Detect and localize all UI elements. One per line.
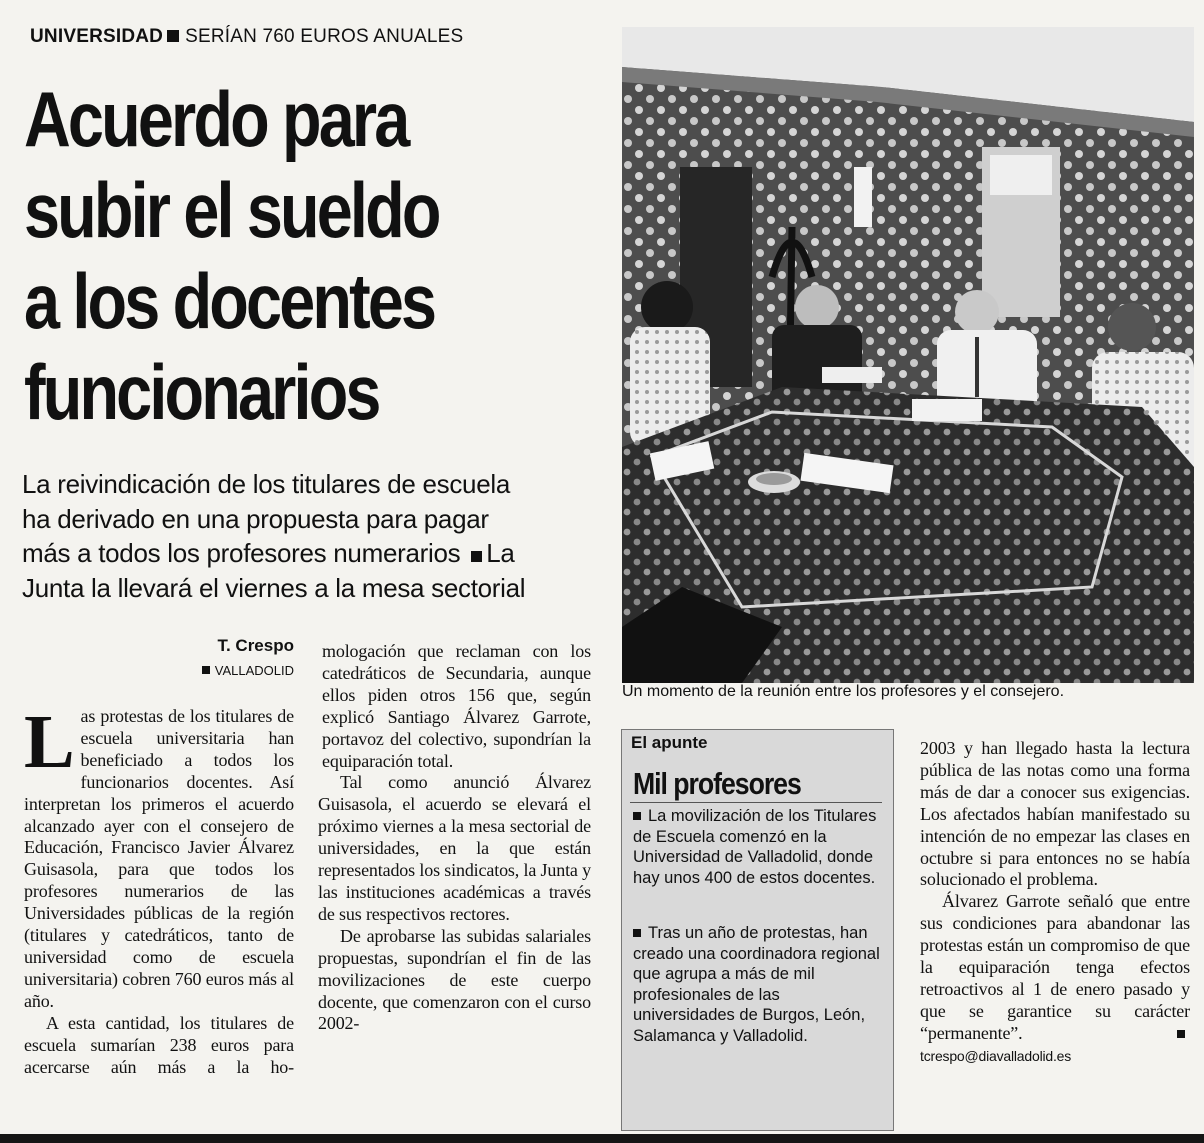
paragraph: De aprobarse las subidas salariales propuestas, supondrían el fin de las movilizaciones de este cuerpo docente, que comenzaron con el curso 2002-: [318, 925, 591, 1034]
headline-line-2: subir el sueldo: [24, 166, 439, 254]
paragraph: 2003 y han llegado hasta la lectura pública de las notas como una forma más de dar a conocer sus exigencias. Los afectados habían manifestado su intención de no empezar las clases en octubre si para entonces no se había solucionado el problema.: [920, 738, 1190, 890]
meeting-photo-image: [622, 27, 1194, 683]
headline: [24, 74, 505, 438]
bullet-square-icon: [1177, 1030, 1185, 1038]
sidebar-item: [633, 923, 881, 1047]
sidebar-item-text: Tras un año de protestas, han creado una coordinadora regional que agrupa a más de mil profesionales de las universidades de Burgos, León, Salamanca y Valladolid.: [633, 924, 880, 1045]
paragraph: as protestas de los titulares de escuela universitaria han beneficiado a todos los funcionarios docentes. Así interpretan los primeros el acuerdo alcanzado ayer con el consejero de Educación, Francisco Javier Álvarez Guisasola, para que todos los profesores numerarios de las Universidades públicas de la región (titulares y catedráticos, tanto de universidad como de escuela universitaria) cobren 760 euros más al año.: [24, 706, 294, 1011]
drop-cap: L: [24, 700, 75, 784]
deck-line-4: Junta la llevará el viernes a la mesa sectorial: [22, 572, 526, 603]
page-bottom-rule: [0, 1134, 1204, 1143]
section-label: UNIVERSIDAD: [30, 26, 164, 47]
kicker-topic: SERÍAN 760 EUROS ANUALES: [185, 26, 464, 47]
paragraph-text: Álvarez Garrote señaló que entre sus condiciones para abandonar las protestas están un compromiso de que la equiparación tenga efectos retroactivos al 1 de enero pasado y que se garantice su carácter “permanente”.: [920, 891, 1190, 1043]
photo-caption: Un momento de la reunión entre los profesores y el consejero.: [622, 683, 1065, 700]
deck-line-3: [22, 536, 602, 571]
divider: [630, 802, 882, 803]
bullet-square-icon: [633, 929, 641, 937]
sidebar-tag: El apunte: [631, 733, 708, 752]
bullet-square-icon: [202, 666, 210, 674]
subheadline: [22, 467, 602, 605]
body-column-1: [24, 700, 294, 1078]
deck-line-2: ha derivado en una propuesta para pagar: [22, 503, 489, 534]
sidebar-title: Mil profesores: [633, 766, 801, 801]
deck-line-3-text: más a todos los profesores numerarios: [22, 538, 461, 568]
bullet-square-icon: [167, 30, 179, 42]
deck-line-3-tail: La: [486, 538, 515, 568]
byline-place: [190, 663, 294, 678]
headline-line-4: funcionarios: [24, 348, 379, 436]
paragraph: Tal como anunció Álvarez Guisasola, el acuerdo se elevará el próximo viernes a la mesa sectorial de universidades, en la que están representados los sindicatos, la Junta y las instituciones académicas a través de sus respectivos rectores.: [318, 772, 591, 924]
headline-line-3: a los docentes: [24, 257, 435, 345]
paragraph: A esta cantidad, los titulares de escuela sumarían 238 euros para acercarse aún más a la ho-: [24, 1012, 294, 1077]
headline-line-1: Acuerdo para: [24, 75, 408, 163]
sidebar-item: [633, 806, 881, 888]
byline-author: T. Crespo: [217, 636, 294, 655]
body-column-3: [920, 738, 1190, 1068]
meeting-photo: [622, 27, 1194, 683]
place-label: VALLADOLID: [214, 663, 294, 678]
section-kicker: [30, 26, 463, 48]
deck-line-1: La reivindicación de los titulares de escuela: [22, 469, 511, 499]
body-column-2: [318, 641, 591, 1035]
bullet-square-icon: [633, 812, 641, 820]
bullet-square-icon: [471, 551, 482, 562]
paragraph: mologación que reclaman con los catedráticos de Secundaria, aunque ellos piden otros 156 que, según explicó Santiago Álvarez Garrote, portavoz del colectivo, supondrían la equiparación total.: [322, 641, 591, 771]
sidebar-item-text: La movilización de los Titulares de Escuela comenzó en la Universidad de Valladolid, donde hay unos 400 de estos docentes.: [633, 807, 877, 887]
author-email: tcrespo@diavalladolid.es: [920, 1047, 1072, 1064]
paragraph: [920, 891, 1190, 1067]
